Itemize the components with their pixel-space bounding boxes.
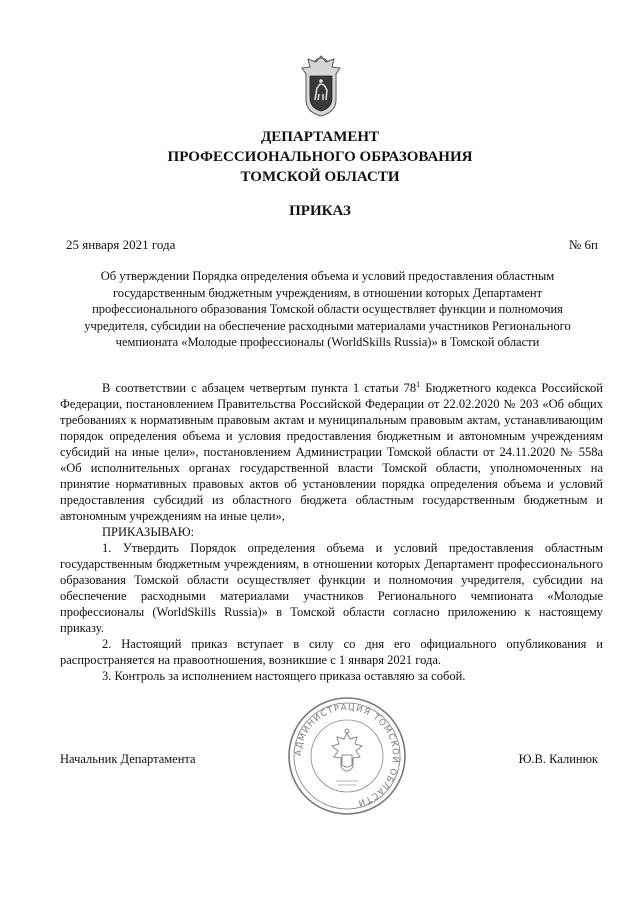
- order-item-2: 2. Настоящий приказ вступает в силу со дня его официального опубликования и распространяется на правоотношения, возникшие с 1 января 2021 года.: [60, 637, 603, 667]
- order-item-3: 3. Контроль за исполнением настоящего приказа оставляю за собой.: [102, 669, 466, 683]
- department-title-line-2: ПРОФЕССИОНАЛЬНОГО ОБРАЗОВАНИЯ: [167, 149, 473, 165]
- official-seal-icon: [286, 695, 408, 817]
- document-subject: Об утверждении Порядка определения объема и условий предоставления областным государственным бюджетным учреждениям, в отношении которых Департамент профессионального образования Томской области осуществляет функции и полномочия учредителя, субсидии на обеспечение расходными материалами участников Регионального чемпионата «Молодые профессионалы (WorldSkills Russia)» в Томской области: [84, 269, 571, 349]
- preamble-text-end: Бюджетного кодекса Российской Федерации, постановлением Правительства Российской Федерации от 22.02.2020 № 203 «Об общих требованиях к нормативным правовым актам и муниципальным правовым актам, устанавливающим порядок определения объема и условия предоставления бюджетным и автономным учреждениям субсидий на иные цели», постановлением Администрации Томской области от 24.11.2020 № 558а «Об исполнительных органах государственной власти Томской области, уполномоченных на принятие нормативных правовых актов об установлении порядка определения объема и условий предоставления субсидий из областного бюджета областным государственным бюджетным и автономным учреждениям на иные цели»,: [60, 381, 603, 523]
- department-title-line-3: ТОМСКОЙ ОБЛАСТИ: [240, 169, 400, 185]
- command-line: ПРИКАЗЫВАЮ:: [102, 525, 195, 539]
- preamble-text-start: В соответствии с абзацем четвертым пункта 1 статьи 78: [102, 381, 417, 395]
- seal-text: АДМИНИСТРАЦИЯ ТОМСКОЙ ОБЛАСТИ: [293, 702, 401, 808]
- document-number: № 6п: [568, 237, 598, 252]
- order-item-1: 1. Утвердить Порядок определения объема и условий предоставления областным государственным бюджетным учреждениям, в отношении которых Департамент профессионального образования Томской области осуществляет функции и полномочия учредителя, субсидии на обеспечение расходными материалами участников Регионального чемпионата «Молодые профессионалы (WorldSkills Russia)» в Томской области согласно приложению к настоящему приказу.: [60, 541, 603, 635]
- department-title-line-1: ДЕПАРТАМЕНТ: [260, 129, 380, 145]
- coat-of-arms-icon: [296, 54, 346, 118]
- document-body: [60, 380, 603, 684]
- article-superscript: 1: [416, 379, 421, 389]
- signatory-position: Начальник Департамента: [60, 752, 196, 766]
- signatory-name: Ю.В. Калинюк: [518, 752, 598, 766]
- document-type: ПРИКАЗ: [289, 203, 351, 219]
- document-date: 25 января 2021 года: [66, 237, 176, 252]
- preamble-paragraph: [60, 380, 603, 524]
